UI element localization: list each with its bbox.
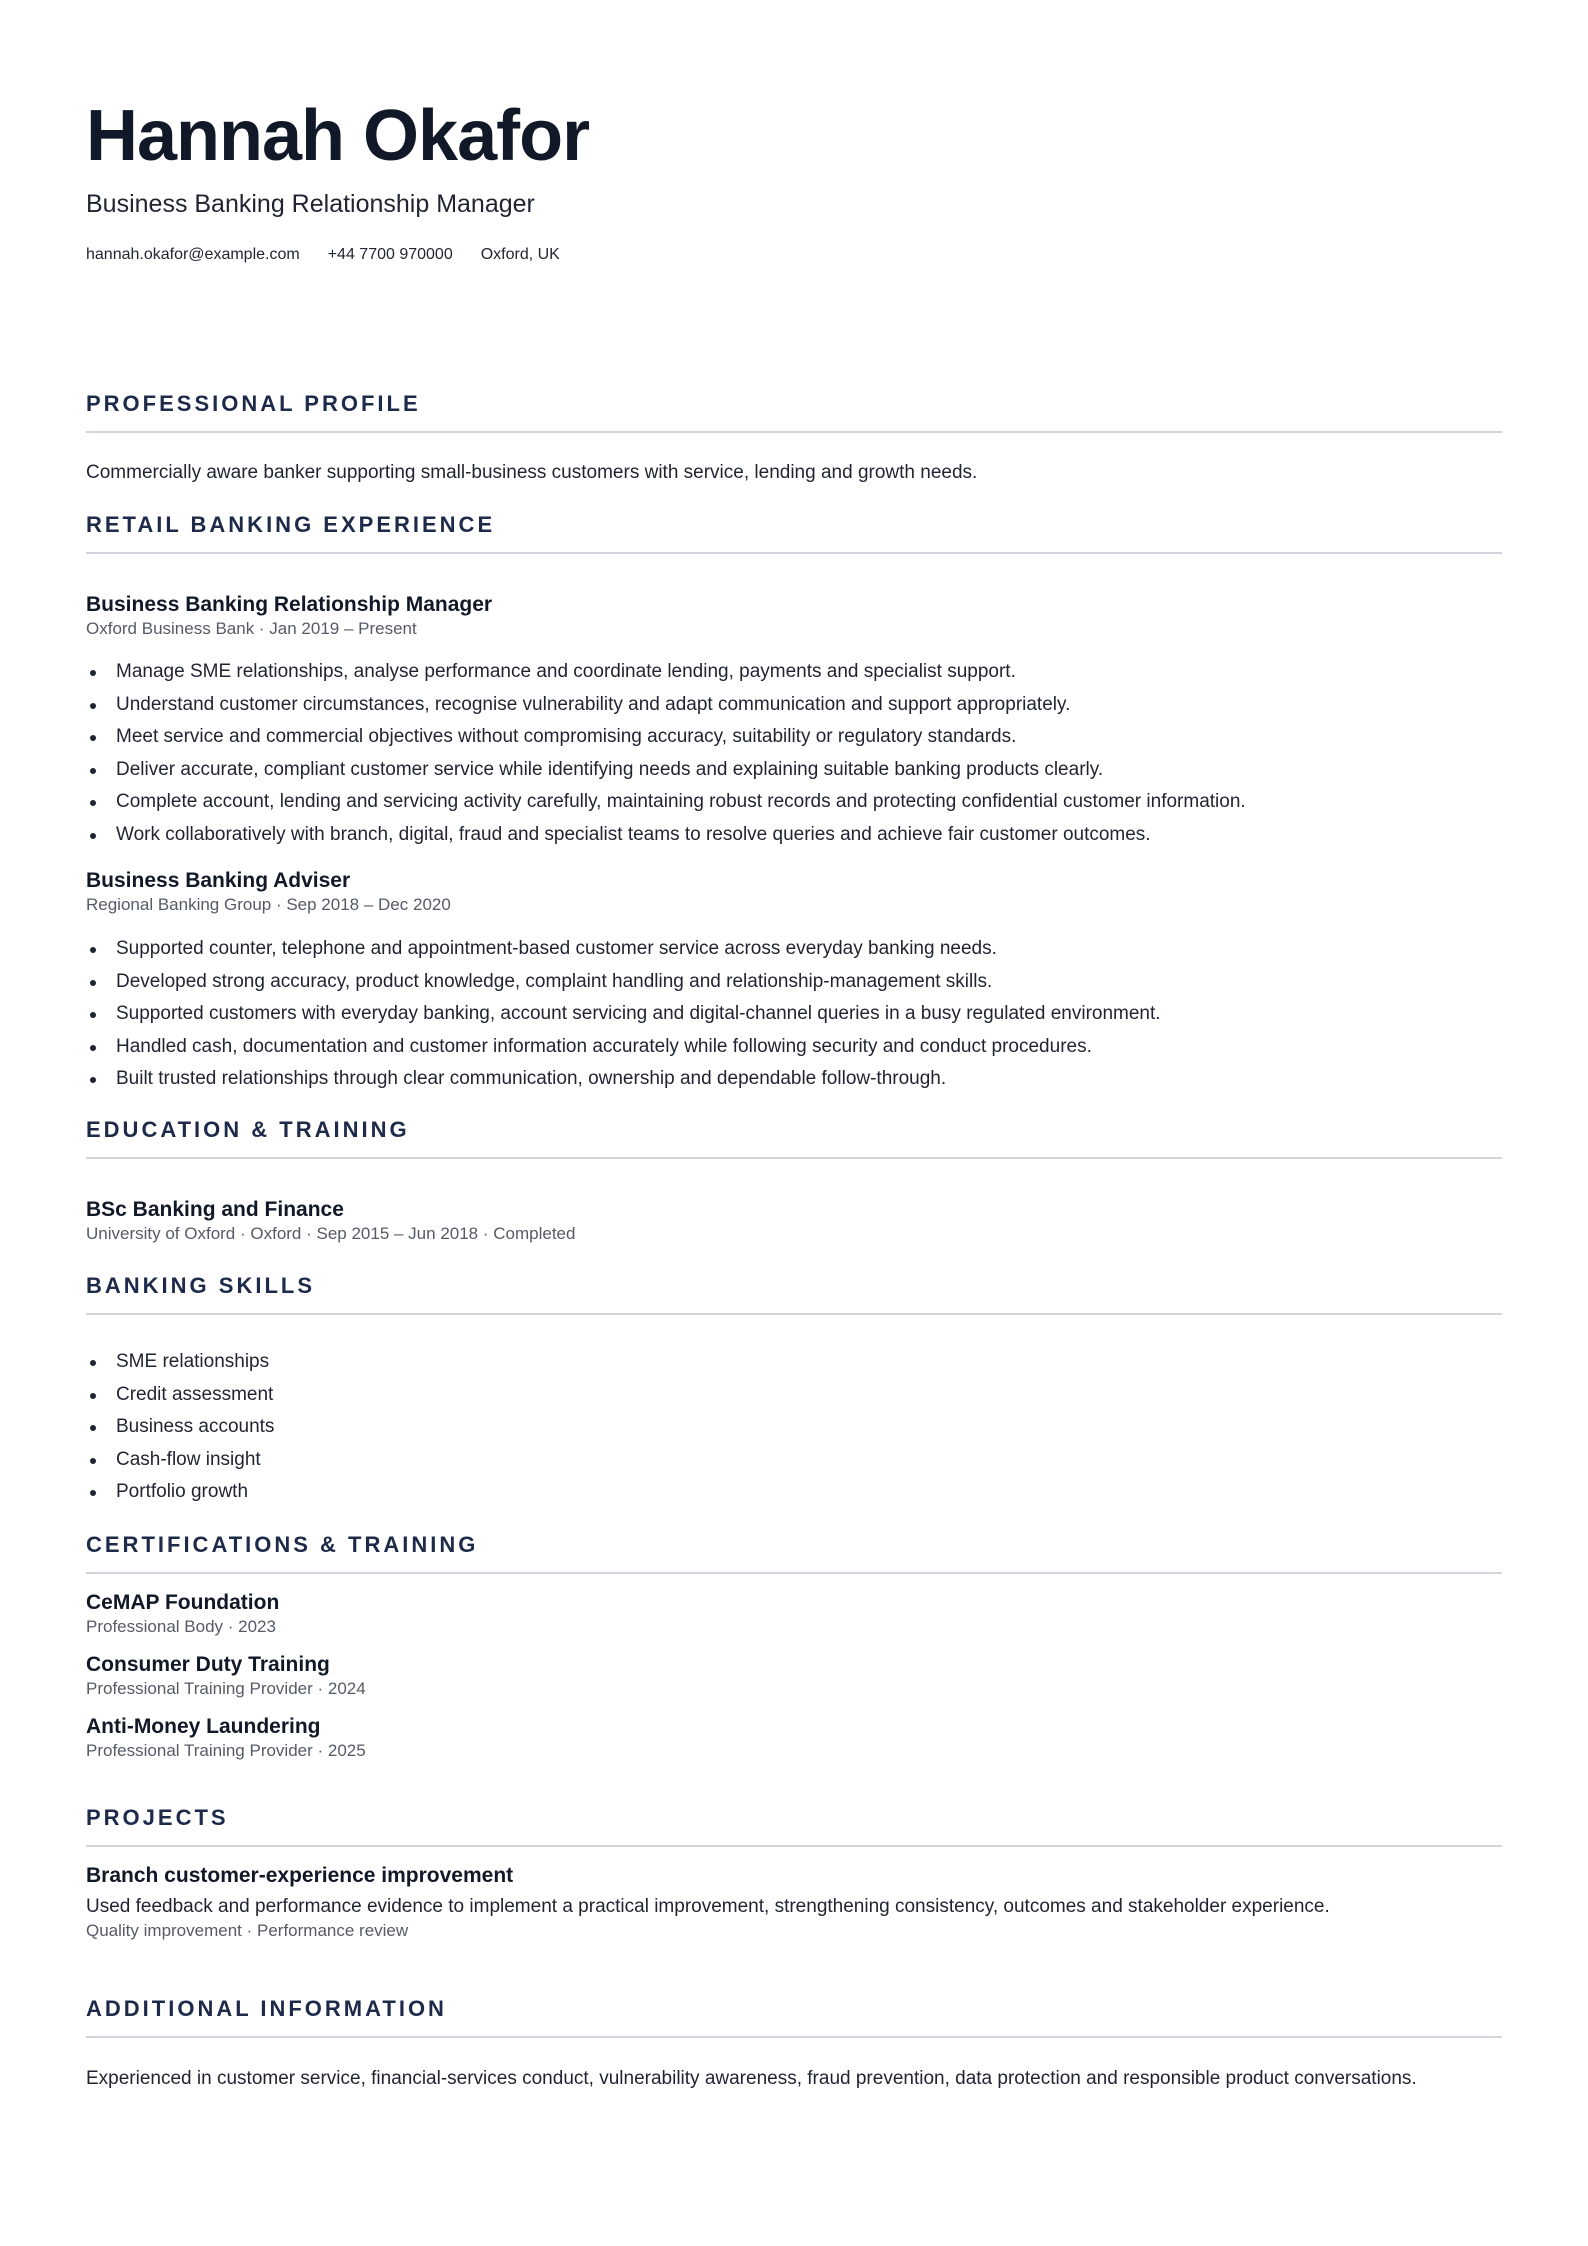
section-certifications	[86, 1531, 1502, 1574]
list-item: Handled cash, documentation and customer information accurately while following security and conduct procedures.	[86, 1031, 1502, 1064]
candidate-name: Hannah Okafor	[86, 96, 590, 176]
certification-meta: Professional Training Provider · 2025	[86, 1741, 366, 1760]
list-item: Business accounts	[86, 1411, 1502, 1444]
certification-name: Anti-Money Laundering	[86, 1715, 321, 1738]
list-item: Understand customer circumstances, recognise vulnerability and adapt communication and support appropriately.	[86, 689, 1502, 722]
section-profile	[86, 390, 1502, 433]
certification-meta: Professional Training Provider · 2024	[86, 1679, 366, 1698]
list-item: Built trusted relationships through clear communication, ownership and dependable follow-through.	[86, 1063, 1502, 1096]
section-title: BANKING SKILLS	[86, 1273, 315, 1298]
section-title: PROJECTS	[86, 1805, 229, 1830]
job-meta: Oxford Business Bank · Jan 2019 – Present	[86, 619, 417, 638]
project-name: Branch customer-experience improvement	[86, 1864, 514, 1887]
list-item: Complete account, lending and servicing activity carefully, maintaining robust records and protecting confidential customer information.	[86, 786, 1502, 819]
job-role: Business Banking Relationship Manager	[86, 593, 493, 616]
section-additional	[86, 1995, 1502, 2038]
section-experience	[86, 511, 1502, 554]
job-bullet-list	[86, 656, 1502, 851]
list-item: Manage SME relationships, analyse performance and coordinate lending, payments and specialist support.	[86, 656, 1502, 689]
list-item: Credit assessment	[86, 1379, 1502, 1412]
section-divider	[86, 1313, 1502, 1315]
certification-meta: Professional Body · 2023	[86, 1617, 276, 1636]
list-item: Deliver accurate, compliant customer service while identifying needs and explaining suitable banking products clearly.	[86, 754, 1502, 787]
education-meta: University of Oxford · Oxford · Sep 2015 – Jun 2018 · Completed	[86, 1224, 576, 1243]
section-projects	[86, 1804, 1502, 1847]
list-item: Meet service and commercial objectives without compromising accuracy, suitability or regulatory standards.	[86, 721, 1502, 754]
section-title: EDUCATION & TRAINING	[86, 1117, 410, 1142]
section-education	[86, 1116, 1502, 1159]
list-item: Developed strong accuracy, product knowledge, complaint handling and relationship-management skills.	[86, 966, 1502, 999]
section-divider	[86, 431, 1502, 433]
section-skills	[86, 1272, 1502, 1315]
section-title: ADDITIONAL INFORMATION	[86, 1996, 447, 2021]
certification-entry	[86, 1590, 1502, 1638]
certification-name: Consumer Duty Training	[86, 1653, 330, 1676]
candidate-headline: Business Banking Relationship Manager	[86, 190, 535, 218]
list-item: Cash-flow insight	[86, 1444, 1502, 1477]
section-title: CERTIFICATIONS & TRAINING	[86, 1532, 479, 1557]
section-divider	[86, 1845, 1502, 1847]
list-item: Work collaboratively with branch, digital, fraud and specialist teams to resolve queries and achieve fair customer outcomes.	[86, 819, 1502, 852]
job-role: Business Banking Adviser	[86, 869, 351, 892]
list-item: SME relationships	[86, 1346, 1502, 1379]
section-divider	[86, 1572, 1502, 1574]
job-entry	[86, 592, 1502, 640]
project-entry	[86, 1863, 1502, 1942]
list-item: Supported customers with everyday banking, account servicing and digital-channel queries in a busy regulated environment.	[86, 998, 1502, 1031]
profile-text: Commercially aware banker supporting small-business customers with service, lending and growth needs.	[86, 462, 978, 483]
certification-entry	[86, 1714, 1502, 1762]
section-divider	[86, 1157, 1502, 1159]
list-item: Supported counter, telephone and appointment-based customer service across everyday banking needs.	[86, 933, 1502, 966]
degree-name: BSc Banking and Finance	[86, 1198, 344, 1221]
contact-location: Oxford, UK	[480, 246, 560, 263]
contact-phone[interactable]: +44 7700 970000	[327, 246, 453, 263]
section-divider	[86, 552, 1502, 554]
additional-text: Experienced in customer service, financial-services conduct, vulnerability awareness, fraud prevention, data protection and responsible product conversations.	[86, 2068, 1417, 2089]
section-divider	[86, 2036, 1502, 2038]
section-title: RETAIL BANKING EXPERIENCE	[86, 512, 496, 537]
project-tags: Quality improvement · Performance review	[86, 1921, 409, 1940]
job-meta: Regional Banking Group · Sep 2018 – Dec 2020	[86, 895, 451, 914]
skills-list	[86, 1346, 1502, 1509]
job-bullet-list	[86, 933, 1502, 1096]
contact-email[interactable]: hannah.okafor@example.com	[86, 246, 300, 263]
project-description: Used feedback and performance evidence to implement a practical improvement, strengthening consistency, outcomes and stakeholder experience.	[86, 1896, 1330, 1917]
education-entry	[86, 1197, 1502, 1245]
job-entry	[86, 868, 1502, 916]
list-item: Portfolio growth	[86, 1476, 1502, 1509]
contact-line	[86, 244, 560, 266]
section-title: PROFESSIONAL PROFILE	[86, 391, 421, 416]
certification-name: CeMAP Foundation	[86, 1591, 280, 1614]
certification-entry	[86, 1652, 1502, 1700]
